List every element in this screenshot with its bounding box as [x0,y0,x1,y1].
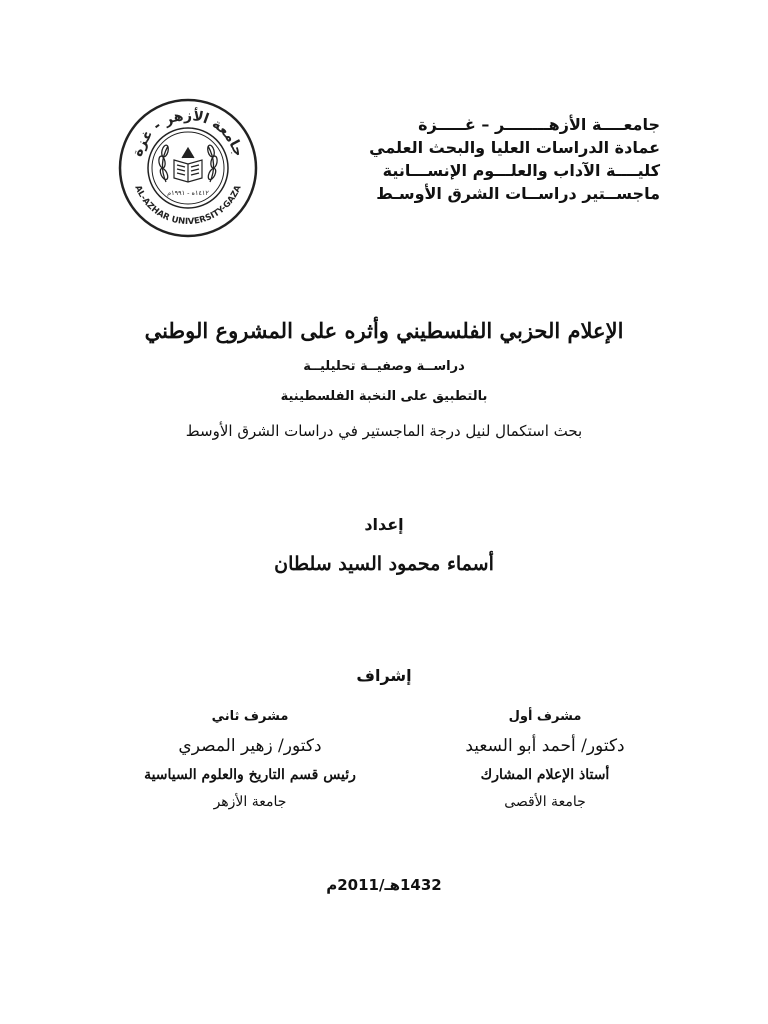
faculty-name: كليــــة الآداب والعلـــوم الإنســـانية [382,161,660,180]
second-supervisor [95,703,405,815]
first-supervisor-position: أستاذ الإعلام المشارك [480,767,610,783]
thesis-subtitle-application: بالتطبيق على النخبة الفلسطينية [280,389,488,404]
second-supervisor-university: جامعة الأزهر [213,794,287,810]
thesis-subtitle-study-type: دراســة وصفيــة تحليليــة [303,359,465,374]
supervision-label: إشراف [356,666,412,685]
first-supervisor-role: مشرف أول [508,709,582,724]
deanship-name: عمادة الدراسات العليا والبحث العلمي [369,138,660,157]
institution-header [330,113,660,205]
university-seal-logo [118,98,258,238]
seal-english-text: AL-AZHAR UNIVERSITY-GAZA [132,183,244,228]
author-name: أسماء محمود السيد سلطان [274,553,494,575]
program-name: ماجســتير دراســات الشرق الأوسـط [376,184,660,203]
thesis-title: الإعلام الحزبي الفلسطيني وأثره على المشروع الوطني [144,318,624,343]
thesis-purpose: بحث استكمال لنيل درجة الماجستير في دراسات الشرق الأوسط [185,422,583,440]
prepared-by-label: إعداد [364,515,404,534]
second-supervisor-position: رئيس قسم التاريخ والعلوم السياسية [144,767,356,783]
date-label: 1432هـ/2011م [326,876,442,894]
second-supervisor-role: مشرف ثاني [211,709,289,724]
first-supervisor [420,703,670,815]
seal-years: ١٤١٢ه - ١٩٩١م [167,189,209,197]
first-supervisor-name: دكتور/ أحمد أبو السعيد [465,736,625,756]
first-supervisor-university: جامعة الأقصى [504,794,586,810]
second-supervisor-name: دكتور/ زهير المصري [178,736,322,756]
seal-arabic-text: جامعة الأزهر - غزة [129,108,247,159]
university-name: جامعــــة الأزهــــــــر – غـــــزة [418,115,660,134]
